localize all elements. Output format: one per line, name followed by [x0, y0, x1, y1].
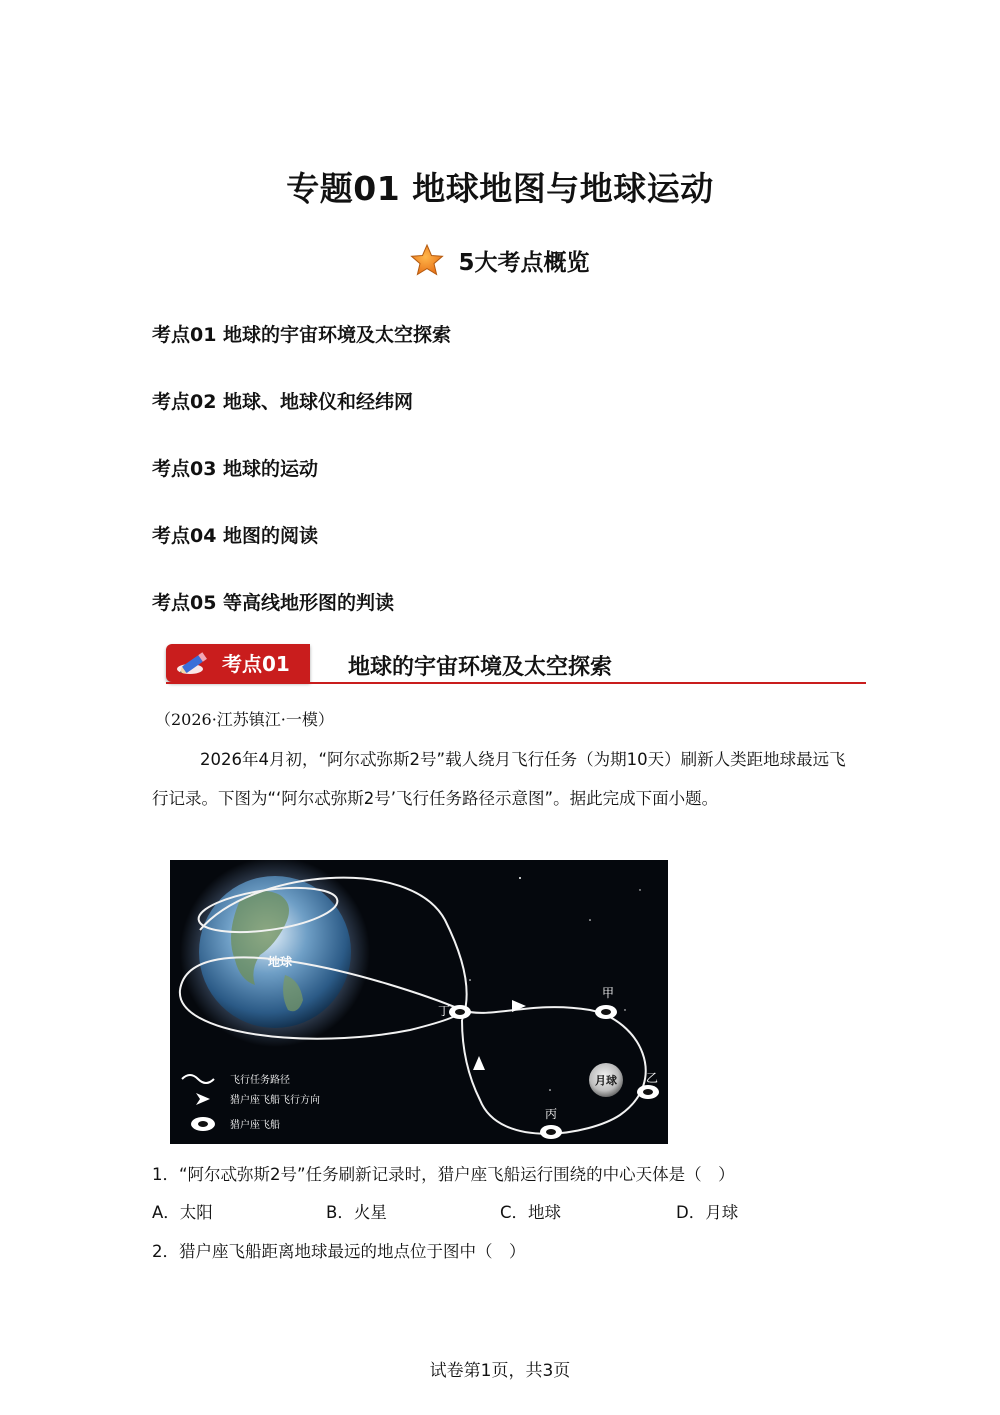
kaodian-item: 考点01 地球的宇宙环境及太空探索 [152, 324, 452, 346]
section-tag-label: 考点01 [222, 652, 290, 676]
moon-label: 月球 [595, 1074, 617, 1087]
kaodian-item: 考点05 等高线地形图的判读 [152, 592, 395, 614]
kaodian-item: 考点04 地图的阅读 [152, 525, 319, 547]
point-ding: 丁 [438, 1004, 451, 1018]
earth-label: 地球 [267, 955, 293, 969]
section-banner [166, 644, 866, 688]
question-source: （2026·江苏镇江·一模） [155, 710, 334, 729]
option-a: A．太阳 [152, 1203, 213, 1222]
flight-path-figure [170, 860, 668, 1144]
point-bing: 丙 [545, 1107, 558, 1121]
section-heading: 地球的宇宙环境及太空探索 [348, 655, 613, 680]
pencil-icon [176, 650, 212, 676]
spacecraft-jia [595, 1005, 617, 1019]
option-b: B．火星 [326, 1203, 387, 1222]
section-underline [166, 682, 866, 684]
passage [152, 740, 852, 818]
legend-path-label: 飞行任务路径 [230, 1075, 290, 1086]
point-jia: 甲 [602, 986, 615, 1000]
page-footer: 试卷第1页，共3页 [429, 1361, 571, 1381]
spacecraft-yi [637, 1085, 659, 1099]
option-c: C．地球 [500, 1203, 562, 1222]
spacecraft-bing [540, 1125, 562, 1139]
option-d: D．月球 [676, 1203, 739, 1222]
section-tag [166, 644, 310, 682]
kaodian-item: 考点02 地球、地球仪和经纬网 [152, 391, 414, 413]
legend-direction-label: 猎户座飞船飞行方向 [230, 1095, 320, 1106]
star-icon [410, 243, 444, 277]
kaodian-item: 考点03 地球的运动 [152, 458, 319, 480]
question-1: 1．“阿尔忒弥斯2号”任务刷新记录时，猎户座飞船运行围绕的中心天体是（ ） [152, 1165, 735, 1184]
overview-header [0, 240, 1000, 280]
point-yi: 乙 [646, 1071, 659, 1085]
legend-ship-label: 猎户座飞船 [230, 1120, 280, 1131]
passage-text: 2026年4月初，“阿尔忒弥斯2号”载人绕月飞行任务（为期10天）刷新人类距地球最远飞行记录。下图为“‘阿尔忒弥斯2号’飞行任务路径示意图”。据此完成下面小题。 [152, 750, 846, 808]
spacecraft-ding [449, 1005, 471, 1019]
question-2: 2．猎户座飞船距离地球最远的地点位于图中（ ） [152, 1242, 526, 1261]
page-title: 专题01 地球地图与地球运动 [286, 169, 714, 208]
overview-label: 5大考点概览 [458, 249, 590, 276]
figure-canvas [170, 860, 668, 1144]
